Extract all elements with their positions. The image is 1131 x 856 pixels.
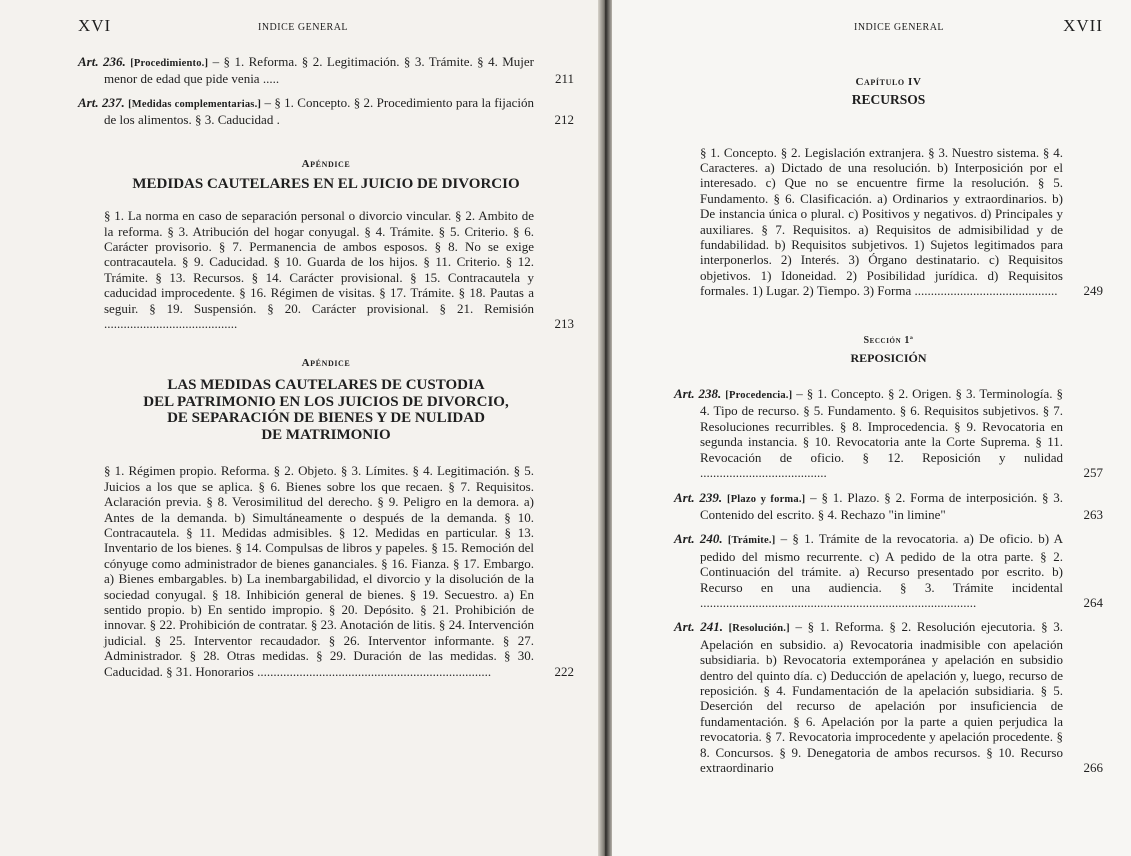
appendix-text: § 1. La norma en caso de separación personal o divorcio vincular. § 2. Ambito de la reforma. § 3. Atribución del hogar conyugal. § 4. Trámite. § 5. Criterio. § 6. Carácter provisorio. § 7. Permanencia de ambos esposos. § 8. No se exige contracautela. § 9. Caducidad. § 10. Guarda de los hijos. § 11. Criterio. § 12. Trámite. § 13. Recursos. § 14. Carácter provisional. § 15. Contracautela y caducidad improcedente. § 16. Régimen de visitas. § 17. Trámite. § 18. Pautas a seguir. § 19. Suspensión. § 20. Carácter provisional. § 21. Remisión ......................................... <box>104 208 534 331</box>
page-ref: 222 <box>554 663 574 679</box>
article-number: Art. 237. <box>78 94 125 110</box>
page-ref: 264 <box>1083 594 1103 610</box>
article-number: Art. 236. <box>78 54 126 69</box>
right-page <box>604 0 1131 856</box>
left-running-head: INDICE GENERAL <box>258 22 349 33</box>
article-tag: [Procedencia.] <box>725 390 793 402</box>
appendix-title-line: DEL PATRIMONIO EN LOS JUICIOS DE DIVORCIO, <box>143 393 509 410</box>
appendix-title: MEDIDAS CAUTELARES EN EL JUICIO DE DIVORCIO <box>132 175 520 192</box>
toc-entry-appendix-1 <box>78 208 574 331</box>
toc-entry-art-236 <box>78 54 574 87</box>
appendix-label: Apéndice <box>301 357 351 370</box>
left-page-header <box>78 0 574 38</box>
appendix-text: § 1. Régimen propio. Reforma. § 2. Objeto. § 3. Límites. § 4. Legitimación. § 5. Juicios a los que se aplica. § 6. Bienes sobre los que recaen. § 7. Requisitos. Aclaración previa. § 8. Verosimilitud del derecho. § 9. Peligro en la demora. a) Antes de la demanda. b) Simultáneamente o después de la demanda. § 10. Contracautela. § 11. Medidas admisibles. § 12. Medidas en particular. § 13. Inventario de los bienes. § 14. Compulsas de libros y papeles. § 15. Remoción del cónyuge como administrador de bienes gananciales. § 16. Fianza. § 17. Embargo. a) Bienes embargables. b) La inembargabilidad, el divorcio y la disolución de la sociedad conyugal. § 18. Inhibición general de bienes. § 19. Secuestro. a) En sentido propio. b) En sentido impropio. § 20. Depósito. § 21. Prohibición de innovar. § 22. Prohibición de contratar. § 23. Anotación de litis. § 24. Intervención judicial. § 25. Interventor recaudador. § 26. Interventor informante. § 27. Administrador. § 28. Otras medidas. § 29. Duración de las medidas. § 30. Caducidad. § 31. Honorarios ........................................................................ <box>104 463 534 679</box>
article-text: – § 1. Reforma. § 2. Resolución ejecutoria. § 3. Apelación en subsidio. a) Revocatoria inadmisible con apelación subsidiaria. b) Revocatoria extemporánea y apelación en subsidio dentro del quinto día. c) Deducción de apelación y, luego, recurso de reposición. § 4. Fundamentación de la apelación subsidiaria. § 5. Deserción del recurso de apelación por insuficiencia de fundamentación. § 6. Apelación por la parte a quien perjudica la revocatoria. § 7. Revocatoria improcedente y apelación procedente. § 8. Concursos. § 9. Denegatoria de ambos recursos. § 10. Recurso extraordinario <box>700 619 1063 775</box>
page-ref: 211 <box>554 71 574 87</box>
appendix-title <box>78 377 574 443</box>
article-text: – § 1. Concepto. § 2. Procedimiento para la fijación de los alimentos. § 3. Caducidad . <box>104 94 534 128</box>
article-tag: [Resolución.] <box>728 623 790 635</box>
chapter-label: Capítulo IV <box>855 76 922 88</box>
appendix-label: Apéndice <box>301 157 351 170</box>
page-ref: 213 <box>554 315 574 331</box>
article-tag: [Procedimiento.] <box>130 58 209 69</box>
article-tag: [Trámite.] <box>727 535 776 547</box>
appendix-title-line: DE MATRIMONIO <box>261 426 391 443</box>
chapter-text: § 1. Concepto. § 2. Legislación extranjera. § 3. Nuestro sistema. § 4. Caracteres. a) Dictado de una resolución. b) Interposición por el interesado. c) Que no se encuentre firme la resolución. § 5. Fundamento. § 6. Clasificación. a) Ordinarios y extraordinarios. b) De instancia única o plural. c) Positivos y negativos. d) Principales y auxiliares. § 7. Requisitos. a) Requisitos de admisibilidad y de fundabilidad. b) Requisitos subjetivos. 1) Sujetos legitimados para interponerlos. 2) Interés. 3) Órgano destinatario. c) Requisitos objetivos. 1) Idoneidad. 2) Posibilidad jurídica. d) Requisitos formales. 1) Lugar. 2) Tiempo. 3) Forma ............................................ <box>700 144 1063 299</box>
page-ref: 249 <box>1083 283 1103 299</box>
section-title: REPOSICIÓN <box>850 350 927 365</box>
toc-entry-art-237 <box>78 95 574 128</box>
page-ref: 263 <box>1083 506 1103 522</box>
article-tag: [Plazo y forma.] <box>727 493 806 505</box>
article-text: – § 1. Concepto. § 2. Origen. § 3. Terminología. § 4. Tipo de recurso. § 5. Fundamento. § 6. Requisitos subjetivos. § 7. Resoluciones recurribles. § 8. Improcedencia. § 9. Revocatoria en segunda instancia. § 10. Revocatoria ante la Corte Suprema. § 11. Revocación de oficio. § 12. Reposición y nulidad ....................................... <box>700 386 1063 481</box>
page-ref: 257 <box>1083 465 1103 481</box>
toc-entry-art-241 <box>674 619 1103 775</box>
toc-entry-art-240 <box>674 531 1103 610</box>
page-ref: 212 <box>554 112 574 128</box>
article-number: Art. 241. <box>674 619 723 635</box>
article-number: Art. 240. <box>674 531 723 547</box>
left-page-number: XVI <box>78 16 112 35</box>
toc-entry-appendix-2 <box>78 463 574 679</box>
article-number: Art. 238. <box>674 386 722 402</box>
page-ref: 266 <box>1083 760 1103 775</box>
article-number: Art. 239. <box>674 489 723 505</box>
chapter-title: RECURSOS <box>851 92 926 107</box>
section-label: Sección 1ª <box>863 334 914 346</box>
appendix-title-line: LAS MEDIDAS CAUTELARES DE CUSTODIA <box>167 377 485 394</box>
toc-entry-art-239 <box>674 490 1103 523</box>
article-text: – § 1. Trámite de la revocatoria. a) De oficio. b) A pedido del mismo recurrente. c) A pedido de la otra parte. § 2. Continuación del trámite. a) Recurso presentado por escrito. b) Recurso en una audiencia. § 3. Trámite incidental ..................................................................................... <box>700 531 1064 610</box>
article-tag: [Medidas complementarias.] <box>128 98 262 110</box>
article-text: – § 1. Reforma. § 2. Legitimación. § 3. Trámite. § 4. Mujer menor de edad que pide venia ..... <box>104 54 535 87</box>
right-running-head: INDICE GENERAL <box>854 22 945 33</box>
right-page-number: XVII <box>1063 16 1103 35</box>
appendix-title-line: DE SEPARACIÓN DE BIENES Y DE NULIDAD <box>167 410 485 427</box>
toc-entry-chapter-4 <box>674 145 1103 299</box>
right-page-header <box>674 0 1103 38</box>
book-gutter <box>598 0 612 856</box>
toc-entry-art-238 <box>674 386 1103 480</box>
article-text: – § 1. Plazo. § 2. Forma de interposición. § 3. Contenido del escrito. § 4. Rechazo "in limine" <box>700 489 1064 522</box>
